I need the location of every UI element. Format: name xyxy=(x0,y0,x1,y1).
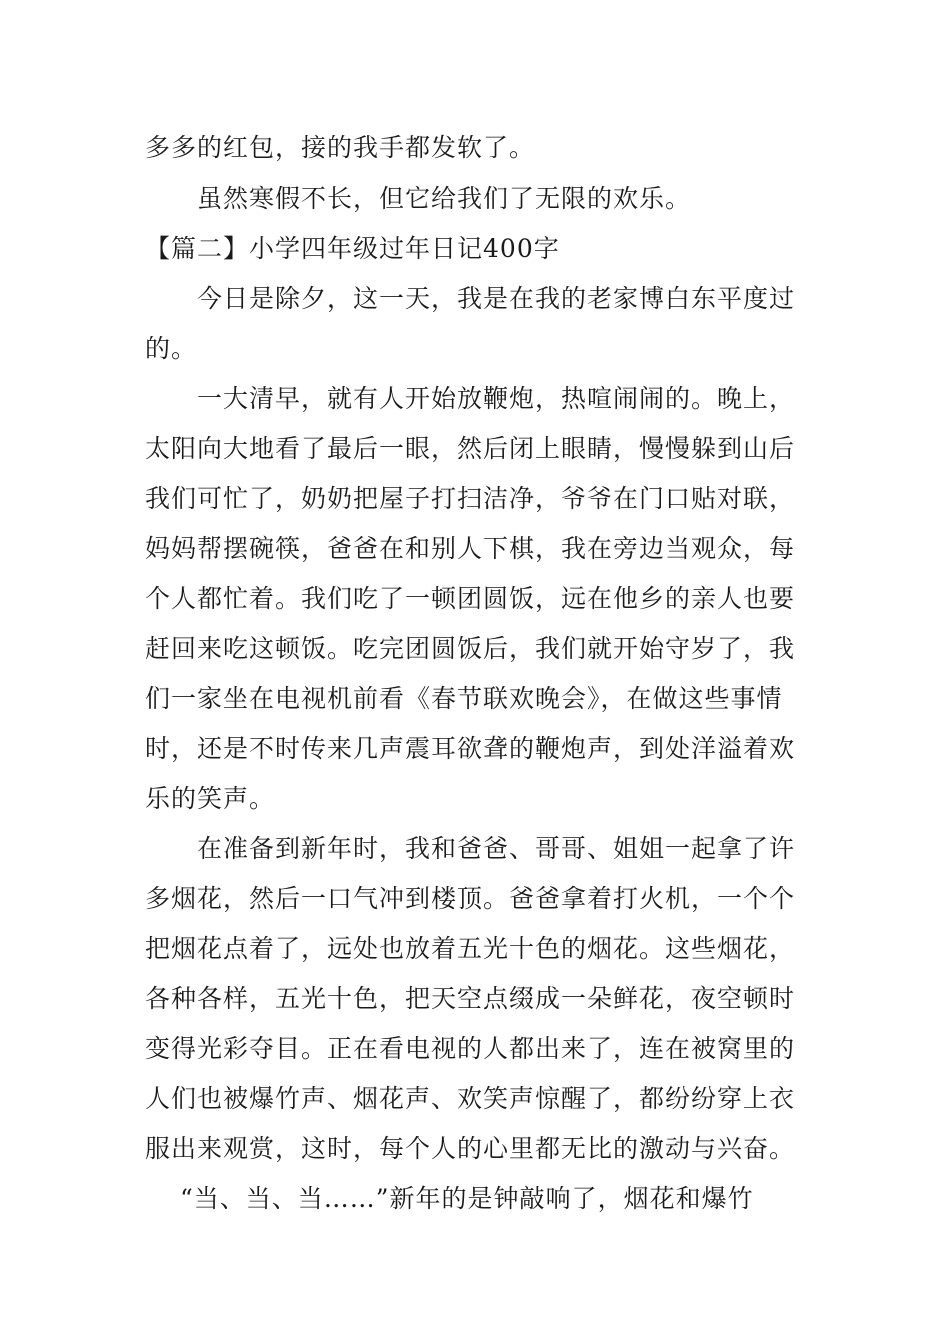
text-line: 时，还是不时传来几声震耳欲聋的鞭炮声，到处洋溢着欢 xyxy=(145,734,796,763)
text-line: 人们也被爆竹声、烟花声、欢笑声惊醒了，都纷纷穿上衣 xyxy=(145,1084,796,1113)
text-line: 妈妈帮摆碗筷，爸爸在和别人下棋，我在旁边当观众，每 xyxy=(145,534,796,563)
text-line: 变得光彩夺目。正在看电视的人都出来了，连在被窝里的 xyxy=(145,1034,796,1063)
section-heading: 【篇二】小学四年级过年日记400字 xyxy=(145,234,560,263)
text-line: 太阳向大地看了最后一眼，然后闭上眼睛，慢慢躲到山后 xyxy=(145,434,796,463)
text-line: 一大清早，就有人开始放鞭炮，热喧闹闹的。晚上， xyxy=(197,384,796,413)
text-line: 服出来观赏，这时，每个人的心里都无比的激动与兴奋。 xyxy=(145,1134,796,1163)
text-line: 乐的笑声。 xyxy=(145,784,276,813)
text-line: “当、当、当……”新年的是钟敲响了，烟花和爆竹 xyxy=(180,1184,754,1213)
text-line: 多多的红包，接的我手都发软了。 xyxy=(145,133,536,162)
text-line: 个人都忙着。我们吃了一顿团圆饭，远在他乡的亲人也要 xyxy=(145,584,796,613)
text-line: 各种各样，五光十色，把天空点缀成一朵鲜花，夜空顿时 xyxy=(145,984,796,1013)
text-line: 虽然寒假不长，但它给我们了无限的欢乐。 xyxy=(197,184,692,213)
text-line: 我们可忙了，奶奶把屋子打扫洁净，爷爷在门口贴对联， xyxy=(145,484,796,513)
text-line: 把烟花点着了，远处也放着五光十色的烟花。这些烟花， xyxy=(145,934,796,963)
text-line: 赶回来吃这顿饭。吃完团圆饭后，我们就开始守岁了，我 xyxy=(145,634,796,663)
text-line: 的。 xyxy=(145,334,198,363)
text-line: 在准备到新年时，我和爸爸、哥哥、姐姐一起拿了许 xyxy=(197,834,796,863)
text-line: 们一家坐在电视机前看《春节联欢晚会》，在做这些事情 xyxy=(145,684,783,713)
text-line: 多烟花，然后一口气冲到楼顶。爸爸拿着打火机，一个个 xyxy=(145,884,796,913)
text-line: 今日是除夕，这一天，我是在我的老家博白东平度过 xyxy=(197,284,796,313)
